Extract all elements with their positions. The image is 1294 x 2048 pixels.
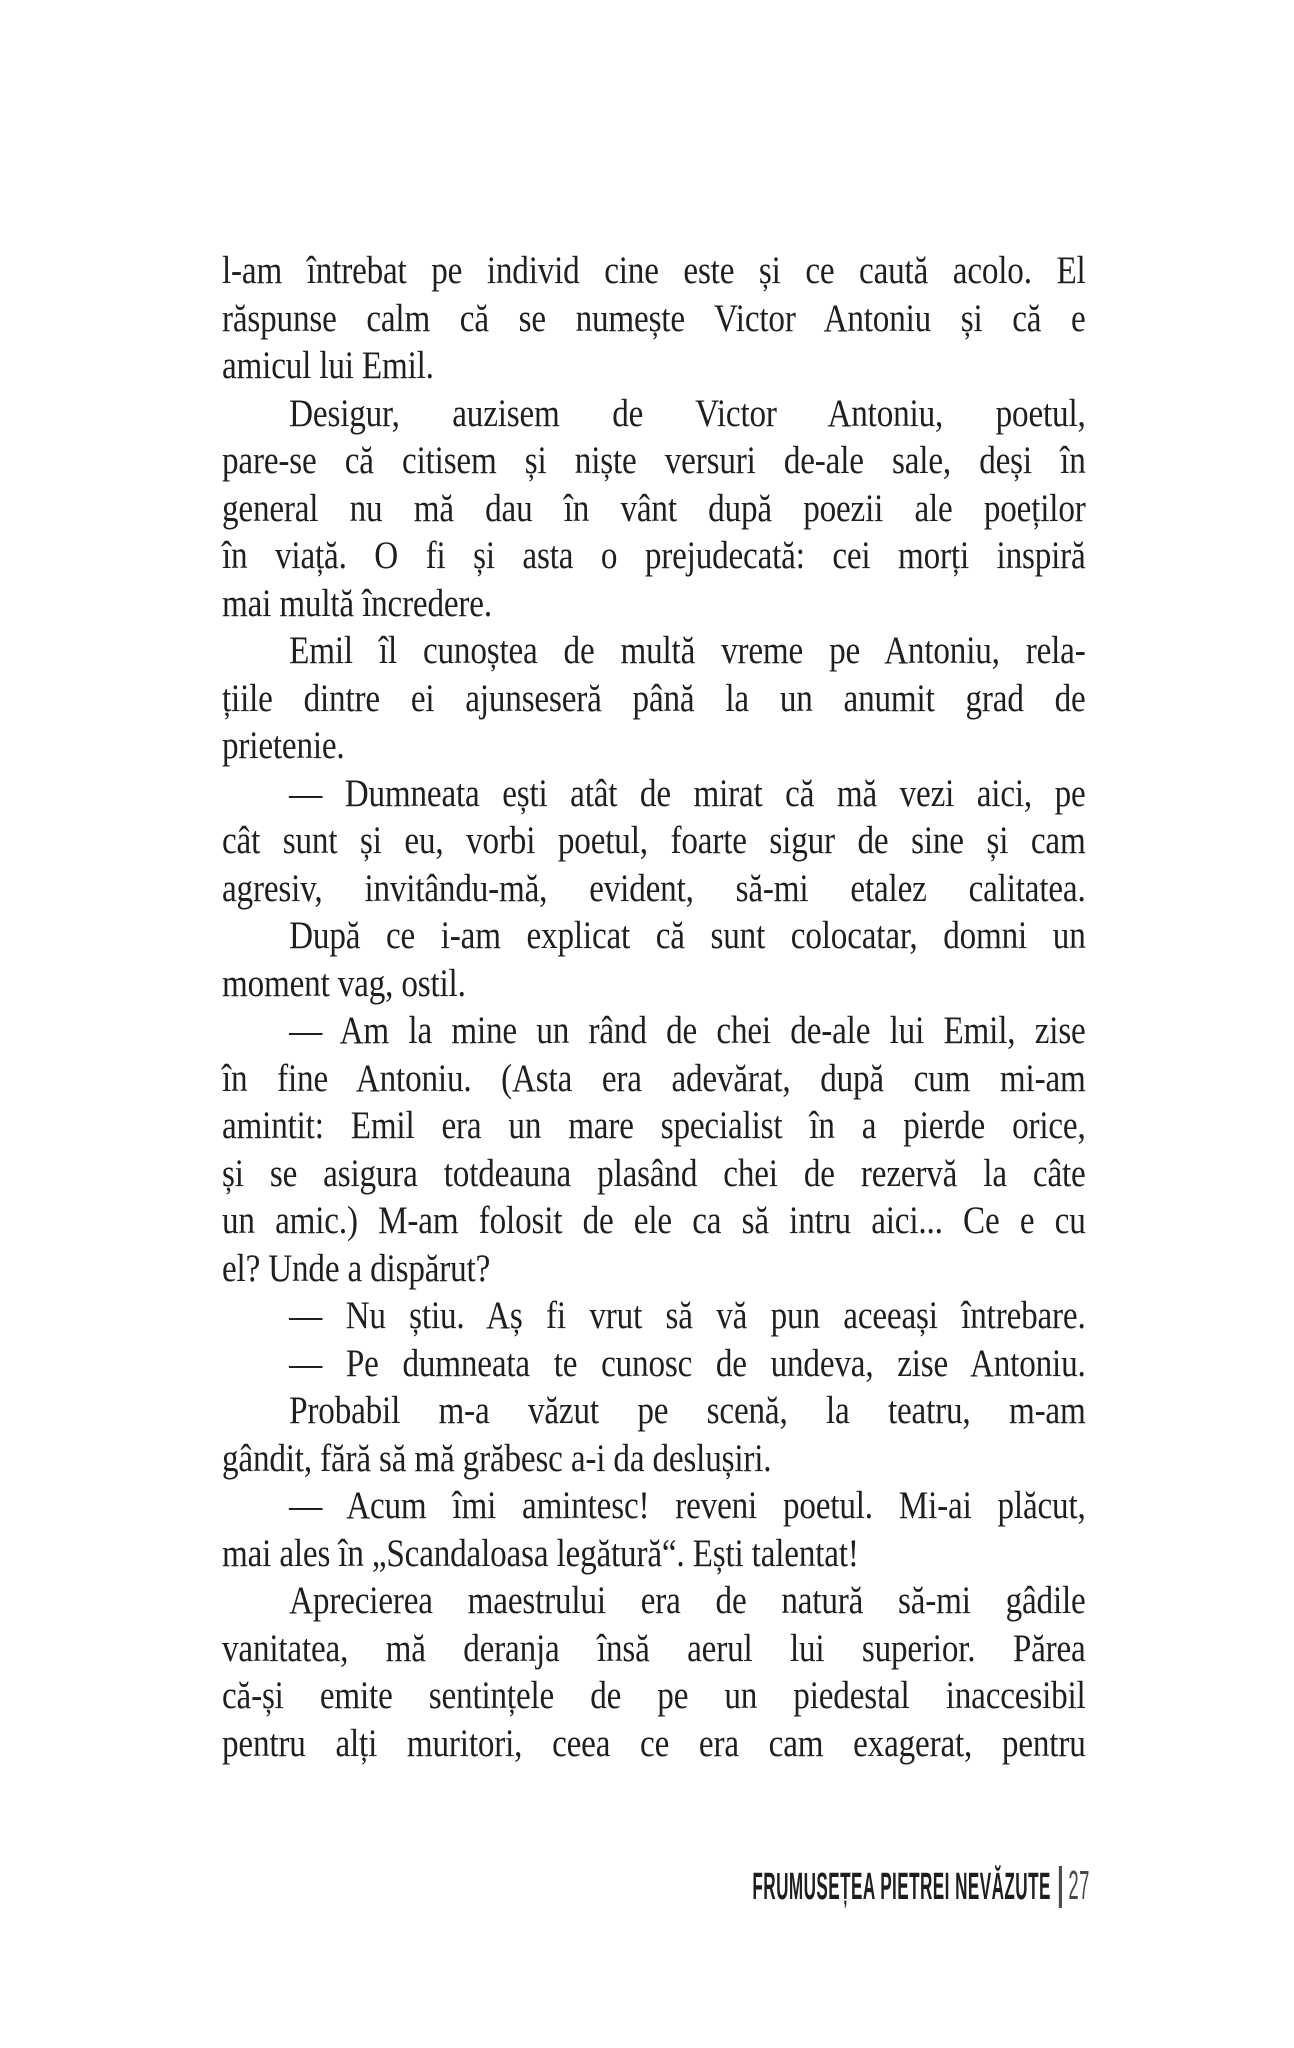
text-line: amintit: Emil era un mare specialist în a pierde orice, <box>222 1104 1086 1147</box>
text-line: un amic.) M-am folosit de ele ca să intru aici... Ce e cu <box>222 1199 1086 1242</box>
text-line: — Pe dumneata te cunosc de undeva, zise Antoniu. <box>289 1341 1086 1385</box>
text-line: l-am întrebat pe individ cine este și ce caută acolo. El <box>222 249 1086 292</box>
paragraph <box>222 1007 1238 1292</box>
text-line: și se asigura totdeauna plasând chei de rezervă la câte <box>222 1151 1086 1195</box>
text-line: prietenie. <box>222 724 345 767</box>
text-line: în viață. O fi și asta o prejudecată: cei morți inspiră <box>222 534 1086 577</box>
text-line: Desigur, auzisem de Victor Antoniu, poetul, <box>289 391 1086 435</box>
text-line: gândit, fără să mă grăbesc a-i da deslușiri. <box>222 1436 772 1480</box>
text-line: — Nu știu. Aș fi vrut să vă pun aceeași întrebare. <box>289 1294 1086 1337</box>
text-line: Aprecierea maestrului era de natură să-mi gâdile <box>289 1579 1086 1622</box>
paragraph <box>222 1482 1238 1577</box>
text-line: vanitatea, mă deranja însă aerul lui superior. Părea <box>222 1626 1086 1670</box>
text-line: — Dumneata ești atât de mirat că mă vezi aici, pe <box>289 771 1086 815</box>
paragraph <box>222 1387 1238 1482</box>
running-header-group <box>753 1863 1090 1917</box>
paragraph <box>222 247 1238 390</box>
paragraph <box>222 912 1238 1007</box>
paragraph <box>222 1577 1238 1767</box>
text-line: amicul lui Emil. <box>222 344 434 387</box>
page-number: 27 <box>1068 1862 1090 1908</box>
paragraph <box>222 1340 1238 1388</box>
text-line: Emil îl cunoștea de multă vreme pe Antoniu, rela- <box>289 629 1086 672</box>
text-line: cât sunt și eu, vorbi poetul, foarte sigur de sine și cam <box>222 819 1086 862</box>
paragraph <box>222 627 1238 770</box>
text-line: agresiv, invitându-mă, evident, să-mi etalez calitatea. <box>222 866 1086 910</box>
text-line: — Am la mine un rând de chei de-ale lui Emil, zise <box>289 1009 1086 1052</box>
text-line: pentru alți muritori, ceea ce era cam exagerat, pentru <box>222 1721 1086 1765</box>
text-line: că-și emite sentințele de pe un piedestal inaccesibil <box>222 1674 1086 1717</box>
paragraph <box>222 1292 1238 1340</box>
text-line: — Acum îmi amintesc! reveni poetul. Mi-ai plăcut, <box>289 1484 1086 1527</box>
page-footer <box>0 1863 1090 1917</box>
text-line: țiile dintre ei ajunseseră până la un anumit grad de <box>222 676 1086 720</box>
text-line: pare-se că citisem și niște versuri de-ale sale, deși în <box>222 439 1086 482</box>
running-book-title: FRUMUSEȚEA PIETREI NEVĂZUTE <box>752 1866 1052 1908</box>
text-line: general nu mă dau în vânt după poezii ale poeților <box>222 486 1086 530</box>
paragraph <box>222 390 1238 628</box>
footer-separator <box>1059 1866 1062 1908</box>
text-line: mai multă încredere. <box>222 581 492 625</box>
paragraph <box>222 770 1238 913</box>
page-text-block <box>222 247 1238 1767</box>
text-line: răspunse calm că se numește Victor Antoniu și că e <box>222 296 1086 340</box>
text-line: în fine Antoniu. (Asta era adevărat, după cum mi-am <box>222 1056 1086 1100</box>
text-line: mai ales în „Scandaloasa legătură“. Ești talentat! <box>222 1531 859 1575</box>
text-line: După ce i-am explicat că sunt colocatar, domni un <box>289 914 1086 957</box>
text-line: moment vag, ostil. <box>222 961 466 1005</box>
text-line: Probabil m-a văzut pe scenă, la teatru, m-am <box>289 1389 1086 1432</box>
text-line: el? Unde a dispărut? <box>222 1246 491 1290</box>
